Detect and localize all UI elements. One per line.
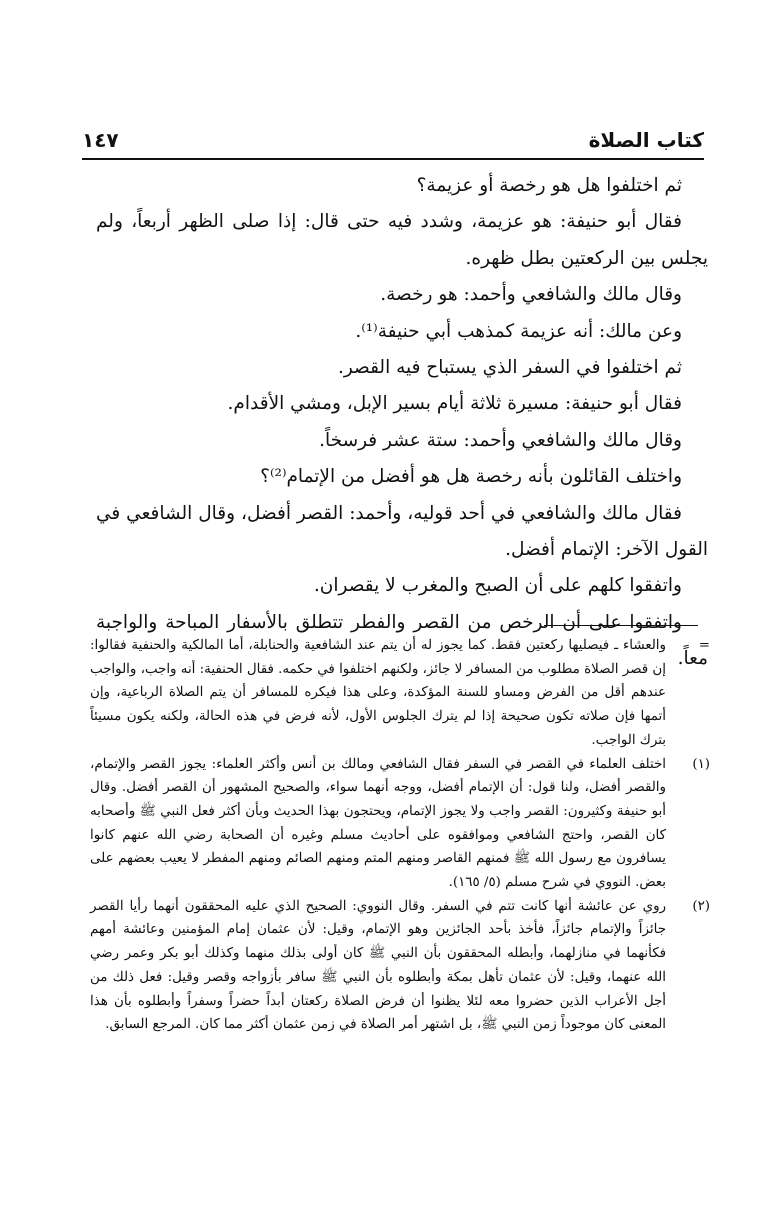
page-header <box>82 128 704 158</box>
page-number: ١٤٧ <box>82 128 119 152</box>
paragraph: وقال مالك والشافعي وأحمد: هو رخصة. <box>380 284 682 306</box>
footnote-text: والعشاء ـ فيصليها ركعتين فقط. كما يجوز له أن يتم عند الشافعية والحنابلة، أما المالكية والحنفية فقالوا: إن قصر الصلاة مطلوب من المسافر لا جائز، ولكنهم اختلفوا في حكمه. فقال الحنفية: أنه واجب، والواجب عندهم أقل من الفرض ومساو للسنة المؤكدة، وعلى هذا فيكره للمسافر أن يتم الصلاة الرباعية، وإن أتمها فإن صلاته تكون صحيحة إذا لم يترك الجلوس الأول، لأنه فرض في هذه الحالة، ولكنه يكون مسيئاً بترك الواجب. <box>90 638 666 748</box>
footnote-2 <box>90 895 710 1037</box>
footnote-text: اختلف العلماء في القصر في السفر فقال الشافعي ومالك بن أنس وأكثر العلماء: يجوز القصر والإتمام، والقصر أفضل، ولنا قول: أن الإتمام أفضل، ووجه أنهما سواء، والصحيح المشهور أن القصر أفضل. وقال أبو حنيفة وكثيرون: القصر واجب ولا يجوز الإتمام، ويحتجون بهذا الحديث وبأن أكثر فعل النبي ﷺ وأصحابه كان القصر، واحتج الشافعي وموافقوه على أحاديث مسلم وغيره أن الصحابة رضي الله عنهم كانوا يسافرون مع رسول الله ﷺ فمنهم القاصر ومنهم المتم ومنهم الصائم ومنهم المفطر لا يعيب بعضهم على بعض. النووي في شرح مسلم (٥/ ١٦٥). <box>90 756 666 891</box>
paragraph: فقال أبو حنيفة: هو عزيمة، وشدد فيه حتى قال: إذا صلى الظهر أربعاً، ولم يجلس بين الركعتين بطل ظهره. <box>96 211 708 269</box>
footnote-mark: (٢) <box>692 898 710 914</box>
footnote-1 <box>90 753 710 895</box>
paragraph: ثم اختلفوا هل هو رخصة أو عزيمة؟ <box>416 175 682 196</box>
footnote-continued <box>90 634 710 753</box>
header-rule <box>82 158 704 160</box>
paragraph: واتفقوا على أن الرخص من القصر والفطر تتطلق بالأسفار المباحة والواجبة معاً. <box>96 611 708 670</box>
paragraph: فقال مالك والشافعي في أحد قوليه، وأحمد: القصر أفضل، وقال الشافعي في القول الآخر: الإتمام أفضل. <box>96 502 708 561</box>
paragraph: ثم اختلفوا في السفر الذي يستباح فيه القصر. <box>337 357 682 379</box>
paragraph: وقال مالك والشافعي وأحمد: ستة عشر فرسخاً. <box>319 429 682 451</box>
paragraph: وعن مالك: أنه عزيمة كمذهب أبي حنيفة⁽¹⁾. <box>355 320 682 342</box>
paragraph: واختلف القائلون بأنه رخصة هل هو أفضل من الإتمام⁽²⁾؟ <box>260 466 682 488</box>
paragraph: فقال أبو حنيفة: مسيرة ثلاثة أيام بسير الإبل، ومشي الأقدام. <box>227 393 682 415</box>
footnote-text: روي عن عائشة أنها كانت تتم في السفر. وقال النووي: الصحيح الذي عليه المحققون أنهما رأيا القصر جائزاً والإتمام جائزاً، فأخذ بأحد الجائزين وهو الإتمام، وقيل: لأن عثمان إمام المؤمنين وعائشة أمهم فكأنهما في منازلهما، وأبطله المحققون بأن النبي ﷺ كان أولى بذلك منهما وكذلك أبو بكر وعمر رضي الله عنهما، وقيل: لأن عثمان تأهل بمكة وأبطلوه بأن النبي ﷺ سافر بأزواجه وقصر وقيل: فعل ذلك من أجل الأعراب الذين حضروا معه لئلا يظنوا أن فرض الصلاة ركعتان أبداً حضراً وسفراً وأبطلوه بأن هذا المعنى كان موجوداً زمن النبي ﷺ، بل اشتهر أمر الصلاة في زمن عثمان أكثر مما كان. المرجع السابق. <box>90 898 667 1033</box>
running-title: كتاب الصلاة <box>588 128 704 152</box>
paragraph: واتفقوا كلهم على أن الصبح والمغرب لا يقصران. <box>313 575 682 597</box>
main-text <box>96 168 708 678</box>
footnote-mark: = <box>698 638 710 653</box>
footnote-separator <box>544 625 698 626</box>
footnote-mark: (١) <box>692 756 710 772</box>
footnotes <box>90 634 710 1037</box>
